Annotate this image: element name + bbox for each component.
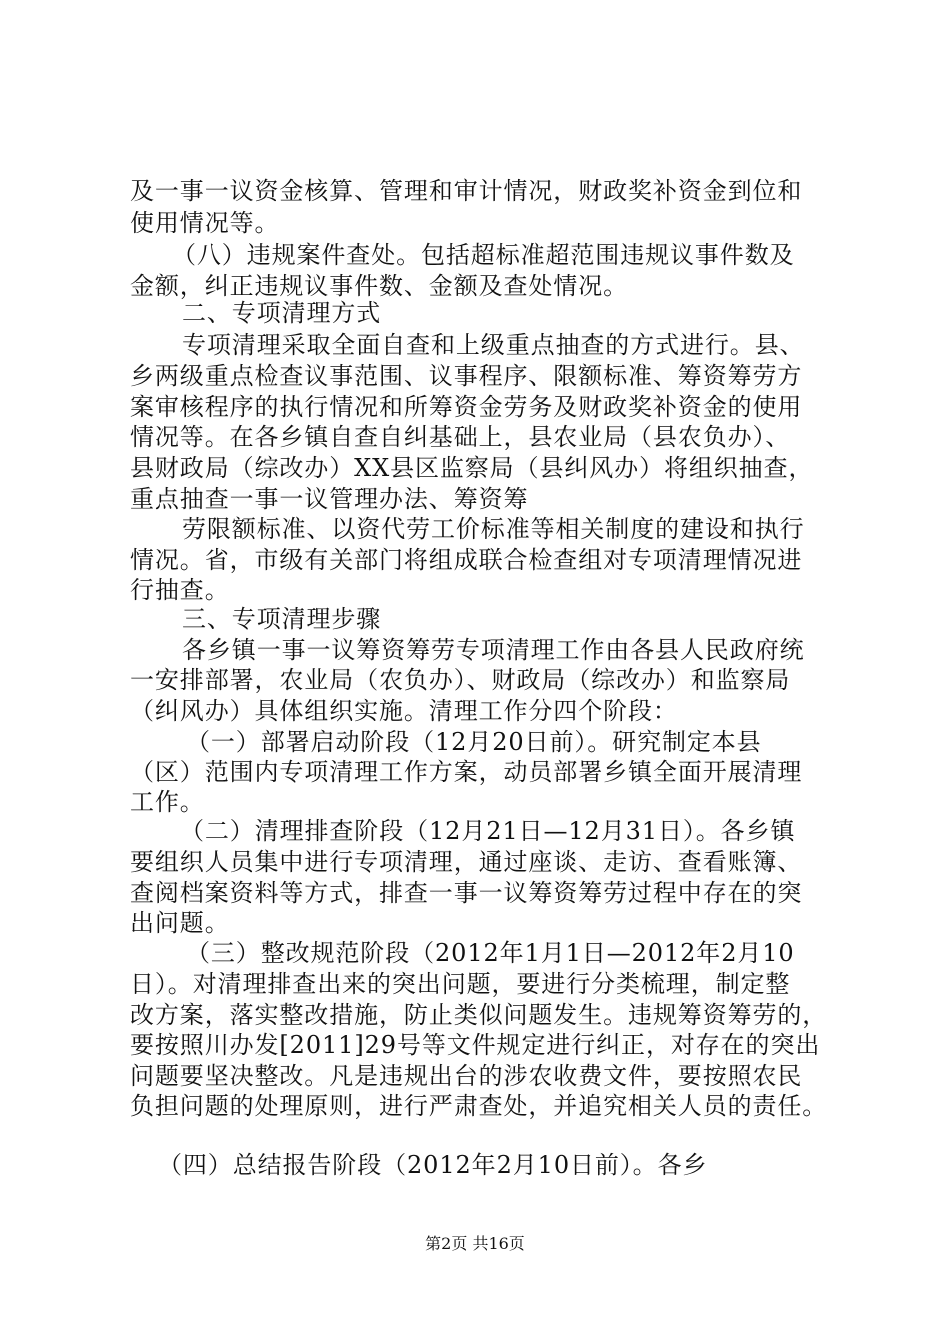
section-heading: 三、专项清理步骤: [182, 605, 382, 633]
body-text-line: 工作。: [130, 788, 205, 816]
body-text-line: 日）。对清理排查出来的突出问题，要进行分类梳理，制定整: [130, 970, 791, 998]
body-text-line: 各乡镇一事一议筹资筹劳专项清理工作由各县人民政府统: [182, 636, 805, 664]
body-text-line: 要按照川办发[2011]29号等文件规定进行纠正，对存在的突出: [130, 1031, 821, 1059]
body-text-line: 负担问题的处理原则，进行严肃查处，并追究相关人员的责任。: [130, 1092, 828, 1120]
body-text-line: （四）总结报告阶段（2012年2月10日前）。各乡: [158, 1151, 708, 1179]
body-text-line: （二）清理排查阶段（12月21日—12月31日）。各乡镇: [180, 817, 796, 845]
body-text-line: 要组织人员集中进行专项清理，通过座谈、走访、查看账簿、: [130, 848, 803, 876]
body-text-line: 情况等。在各乡镇自查自纠基础上，县农业局（县农负办）、: [130, 423, 791, 451]
body-text-line: 行抽查。: [130, 576, 230, 604]
body-text-line: 使用情况等。: [130, 209, 280, 237]
body-text-line: （三）整改规范阶段（2012年1月1日—2012年2月10: [186, 939, 795, 967]
body-text-line: 专项清理采取全面自查和上级重点抽查的方式进行。县、: [182, 331, 805, 359]
body-text-line: 情况。省，市级有关部门将组成联合检查组对专项清理情况进: [130, 546, 803, 574]
body-text-line: 乡两级重点检查议事范围、议事程序、限额标准、筹资筹劳方: [130, 362, 803, 390]
body-text-line: 改方案，落实整改措施，防止类似问题发生。违规筹资筹劳的，: [130, 1001, 828, 1029]
body-text-line: 重点抽查一事一议管理办法、筹资筹: [130, 485, 529, 513]
body-text-line: 金额，纠正违规议事件数、金额及查处情况。: [130, 272, 628, 300]
body-text-line: （区）范围内专项清理工作方案，动员部署乡镇全面开展清理: [130, 758, 803, 786]
section-heading: 二、专项清理方式: [182, 299, 382, 327]
body-text-line: 查阅档案资料等方式，排查一事一议筹资筹劳过程中存在的突: [130, 879, 803, 907]
body-text-line: 出问题。: [130, 909, 230, 937]
body-text-line: 一安排部署，农业局（农负办）、财政局（综改办）和监察局: [130, 666, 791, 694]
body-text-line: （一）部署启动阶段（12月20日前）。研究制定本县: [186, 728, 762, 756]
body-text-line: 案审核程序的执行情况和所筹资金劳务及财政奖补资金的使用: [130, 393, 803, 421]
page-footer: 第2页 共16页: [425, 1234, 525, 1253]
body-text-line: （八）违规案件查处。包括超标准超范围违规议事件数及: [172, 241, 795, 269]
body-text-line: 县财政局（综改办）XX县区监察局（县纠风办）将组织抽查，: [130, 454, 814, 482]
body-text-line: 劳限额标准、以资代劳工价标准等相关制度的建设和执行: [182, 515, 805, 543]
body-text-line: 问题要坚决整改。凡是违规出台的涉农收费文件，要按照农民: [130, 1062, 803, 1090]
body-text-line: 及一事一议资金核算、管理和审计情况，财政奖补资金到位和: [130, 177, 803, 205]
body-text-line: （纠风办）具体组织实施。清理工作分四个阶段：: [130, 697, 678, 725]
